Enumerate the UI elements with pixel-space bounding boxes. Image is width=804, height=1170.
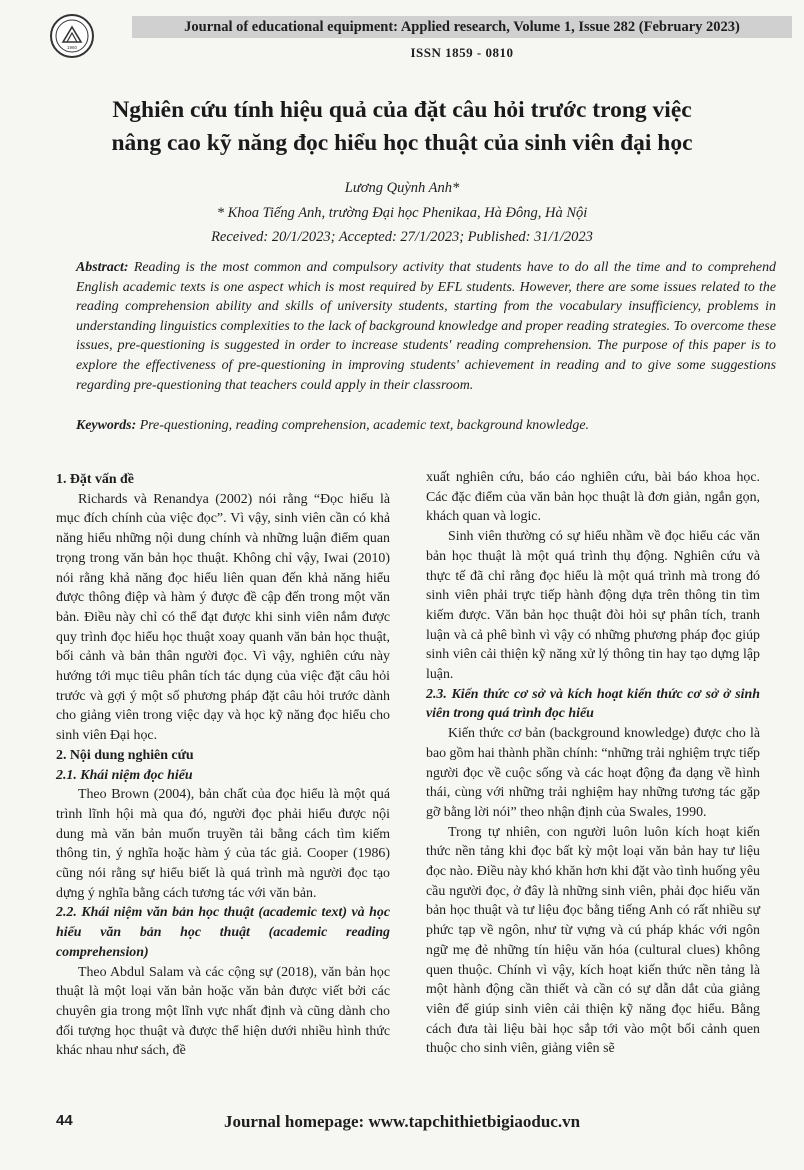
body-paragraph: Kiến thức cơ bản (background knowledge) được cho là bao gồm hai thành phần chính: “những trải nghiệm trực tiếp người đọc về cuộc sống và các hoạt động đa dạng về hình thái, cùng với những trải nghiệm hay những tương tác gặp gỡ bằng lời nói” theo nhận định của Swales, 1990. <box>426 726 760 820</box>
journal-homepage: Journal homepage: www.tapchithietbigiaoduc.vn <box>223 1112 581 1131</box>
title-line: nâng cao kỹ năng đọc hiểu học thuật của sinh viên đại học <box>111 130 693 156</box>
journal-citation: Journal of educational equipment: Applied research, Volume 1, Issue 282 (February 2023) <box>132 16 792 38</box>
body-paragraph: Richards và Renandya (2002) nói rằng “Đọc hiểu là mục đích chính của việc đọc”. Vì vậy, sinh viên cần có khả năng hiểu những nội dung chính và những luận điểm quan trọng trong văn bản học thuật. Không chỉ vậy, Iwai (2010) nói rằng khả năng đọc hiểu liên quan đến khả năng hiểu được thông điệp và hàm ý được đề cập đến trong một văn bản. Điều này chỉ có thể đạt được khi sinh viên nắm được quy trình đọc hiểu học thuật xoay quanh văn bản học thuật, bối cảnh và bản thân người đọc. Vì vậy, nghiên cứu này hướng tới mục tiêu phân tích tác dụng của việc đặt câu hỏi trước và gợi ý một số phương pháp đặt câu hỏi trước dành cho giảng viên trong việc dạy và học kỹ năng đọc hiểu cho sinh viên Đại học. <box>56 491 390 744</box>
right-column <box>426 468 760 1059</box>
abstract <box>76 258 776 395</box>
journal-seal-icon <box>50 14 94 58</box>
page-footer <box>0 1112 804 1136</box>
page-number: 44 <box>56 1112 73 1129</box>
keywords-label: Keywords: <box>76 418 137 433</box>
subsection-heading: 2.1. Khái niệm đọc hiểu <box>56 767 193 783</box>
subsection-heading: 2.2. Khái niệm văn bản học thuật (academic text) và học hiểu văn bản học thuật (academic reading comprehension) <box>56 905 390 960</box>
abstract-text: Reading is the most common and compulsory activity that students have to do all the time and to comprehend English academic texts is one aspect which is most required by EFL students. However, there are some issues related to the reading comprehension ability and skills of university students, starting from the vocabulary insufficiency, problems in understanding linguistics complexities to the lack of background knowledge and proper reading strategies. To overcome these issues, pre-questioning is suggested in order to increase students' reading comprehension. The purpose of this paper is to explore the effectiveness of pre-questioning in improving students' achievement in reading and to give some suggestions regarding pre-questioning that teachers could apply in their classroom. <box>76 260 776 393</box>
body-paragraph: Theo Brown (2004), bản chất của đọc hiểu là một quá trình lĩnh hội mà qua đó, người đọc phải hiểu được nội dung mà văn bản muốn truyền tải bằng cách tìm kiếm thông tin, ý nghĩa hoặc hàm ý của tác giả. Cooper (1986) cũng nói rằng sự hiểu biết là quá trình mà người đọc tạo dựng ý nghĩa bằng cách tương tác với văn bản. <box>56 787 390 901</box>
author: Lương Quỳnh Anh* <box>344 180 460 196</box>
subsection-heading: 2.3. Kiến thức cơ sở và kích hoạt kiến thức cơ sở ở sinh viên trong quá trình đọc hiểu <box>426 686 760 722</box>
issn: ISSN 1859 - 0810 <box>410 45 514 60</box>
body-paragraph: xuất nghiên cứu, báo cáo nghiên cứu, bài báo khoa học. Các đặc điểm của văn bản học thuật là đơn giản, ngắn gọn, khách quan và logic. <box>426 470 760 525</box>
publication-dates: Received: 20/1/2023; Accepted: 27/1/2023; Published: 31/1/2023 <box>211 229 593 245</box>
logo-year: 1960 <box>66 45 78 50</box>
keywords <box>76 418 776 434</box>
section-heading: 2. Nội dung nghiên cứu <box>56 747 194 763</box>
abstract-label: Abstract: <box>76 260 129 275</box>
keywords-text: Pre-questioning, reading comprehension, academic text, background knowledge. <box>139 418 589 433</box>
title-line: Nghiên cứu tính hiệu quả của đặt câu hỏi trước trong việc <box>112 97 692 123</box>
section-heading: 1. Đặt vấn đề <box>56 472 134 487</box>
page-header <box>0 0 804 72</box>
affiliation: * Khoa Tiếng Anh, trường Đại học Phenikaa, Hà Đông, Hà Nội <box>216 205 588 221</box>
article-title <box>40 94 764 160</box>
left-column <box>56 470 390 1061</box>
body-paragraph: Trong tự nhiên, con người luôn luôn kích hoạt kiến thức nền tảng khi đọc bất kỳ một loại văn bản hay tư liệu đọc nào. Điều này khó khăn hơn khi đặt vào tình huống yêu cầu người đọc, ở đây là những sinh viên, phải đọc hiểu văn bản học thuật và tư liệu đọc bằng tiếng Anh có rất nhiều sự phức tạp về ngôn, như từ vựng và cú pháp khác với ngôn ngữ mẹ đẻ những tín hiệu văn hóa (cultural clues) không quen thuộc. Chính vì vậy, kích hoạt kiến thức nền tảng là một hành động cần thiết và cần có sự dẫn dắt của giảng viên để giúp sinh viên cải thiện kỹ năng đọc hiểu. Bằng cách đưa tài liệu bài học sắp tới vào một bối cảnh quen thuộc cho sinh viên, giảng viên sẽ <box>426 824 760 1057</box>
body-paragraph: Sinh viên thường có sự hiểu nhầm về đọc hiểu các văn bản học thuật là một quá trình thụ động. Nghiên cứu và thực tế đã chỉ rằng đọc hiểu là một quá trình mà trong đó sinh viên phải trực tiếp hành động dựa trên thông tin tìm kiếm được. Văn bản học thuật đòi hỏi sự phân tích, tranh luận và cả phê bình vì vậy có những phương pháp đọc giúp sinh viên cải thiện kỹ năng xử lý thông tin hay tạo dựng lập luận. <box>426 529 760 683</box>
body-paragraph: Theo Abdul Salam và các cộng sự (2018), văn bản học thuật là một loại văn bản hoặc văn bản được viết bởi các chuyên gia trong một lĩnh vực nhất định và cũng dành cho đối tượng học thuật và được thể hiện dưới nhiều hình thức khác nhau như sách, đề <box>56 964 390 1059</box>
